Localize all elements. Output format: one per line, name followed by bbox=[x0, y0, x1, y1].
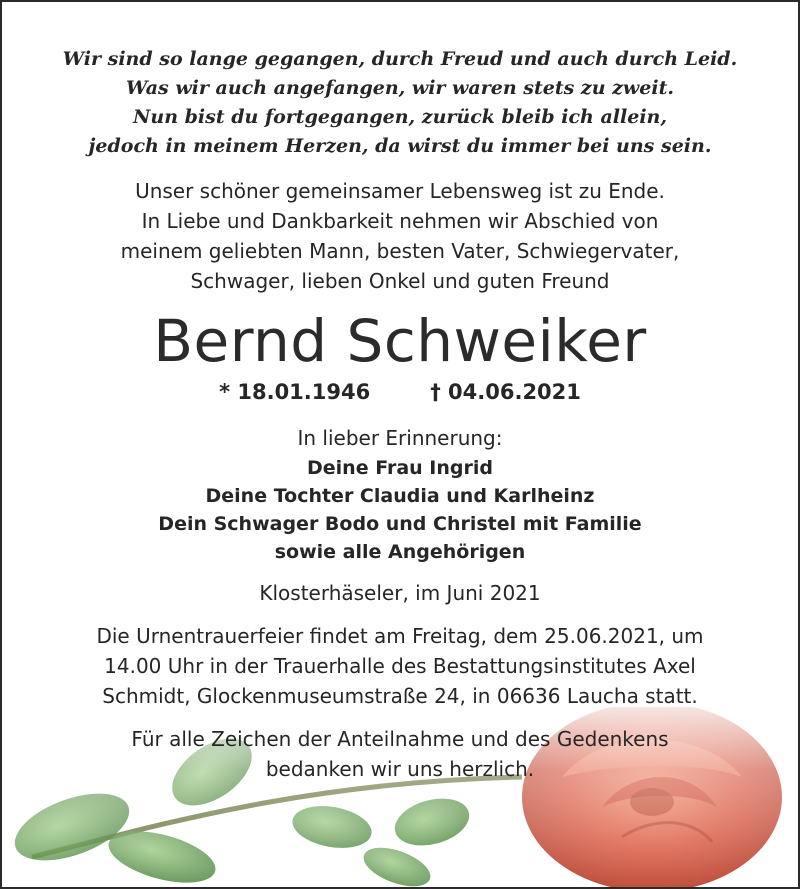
ceremony-line-1: Die Urnentrauerfeier findet am Freitag, dem 25.06.2021, um bbox=[96, 624, 704, 648]
poem-line-3: Nun bist du fortgegangen, zurück bleib ich allein, bbox=[133, 106, 667, 128]
intro-line-2: In Liebe und Dankbarkeit nehmen wir Abschied von bbox=[141, 209, 659, 233]
life-dates bbox=[2, 378, 798, 406]
death-date: † 04.06.2021 bbox=[430, 380, 581, 404]
poem-line-1: Wir sind so lange gegangen, durch Freud und auch durch Leid. bbox=[62, 48, 738, 70]
intro-line-4: Schwager, lieben Onkel und guten Freund bbox=[190, 269, 610, 293]
mourner-line-1: Deine Frau Ingrid bbox=[307, 457, 493, 479]
deceased-name: Bernd Schweiker bbox=[153, 307, 647, 375]
ceremony-line-3: Schmidt, Glockenmuseumstraße 24, in 06636 Laucha statt. bbox=[102, 684, 698, 708]
ceremony-line-2: 14.00 Uhr in der Trauerhalle des Bestattungsinstitutes Axel bbox=[104, 654, 696, 678]
mourner-line-4: sowie alle Angehörigen bbox=[274, 541, 526, 563]
birth-date: * 18.01.1946 bbox=[219, 380, 371, 404]
thanks-line-1: Für alle Zeichen der Anteilnahme und des Gedenkens bbox=[131, 727, 669, 751]
poem-line-4: jedoch in meinem Herzen, da wirst du immer bei uns sein. bbox=[88, 135, 712, 157]
remembrance-heading: In lieber Erinnerung: bbox=[297, 426, 503, 450]
poem-line-2: Was wir auch angefangen, wir waren stets zu zweit. bbox=[126, 77, 674, 99]
intro-line-3: meinem geliebten Mann, besten Vater, Schwiegervater, bbox=[120, 239, 680, 263]
thanks-line-2: bedanken wir uns herzlich. bbox=[265, 757, 535, 781]
mourner-line-2: Deine Tochter Claudia und Karlheinz bbox=[205, 485, 595, 507]
place-date: Klosterhäseler, im Juni 2021 bbox=[259, 581, 541, 605]
mourner-line-3: Dein Schwager Bodo und Christel mit Familie bbox=[158, 513, 642, 535]
intro-line-1: Unser schöner gemeinsamer Lebensweg ist zu Ende. bbox=[135, 179, 665, 203]
